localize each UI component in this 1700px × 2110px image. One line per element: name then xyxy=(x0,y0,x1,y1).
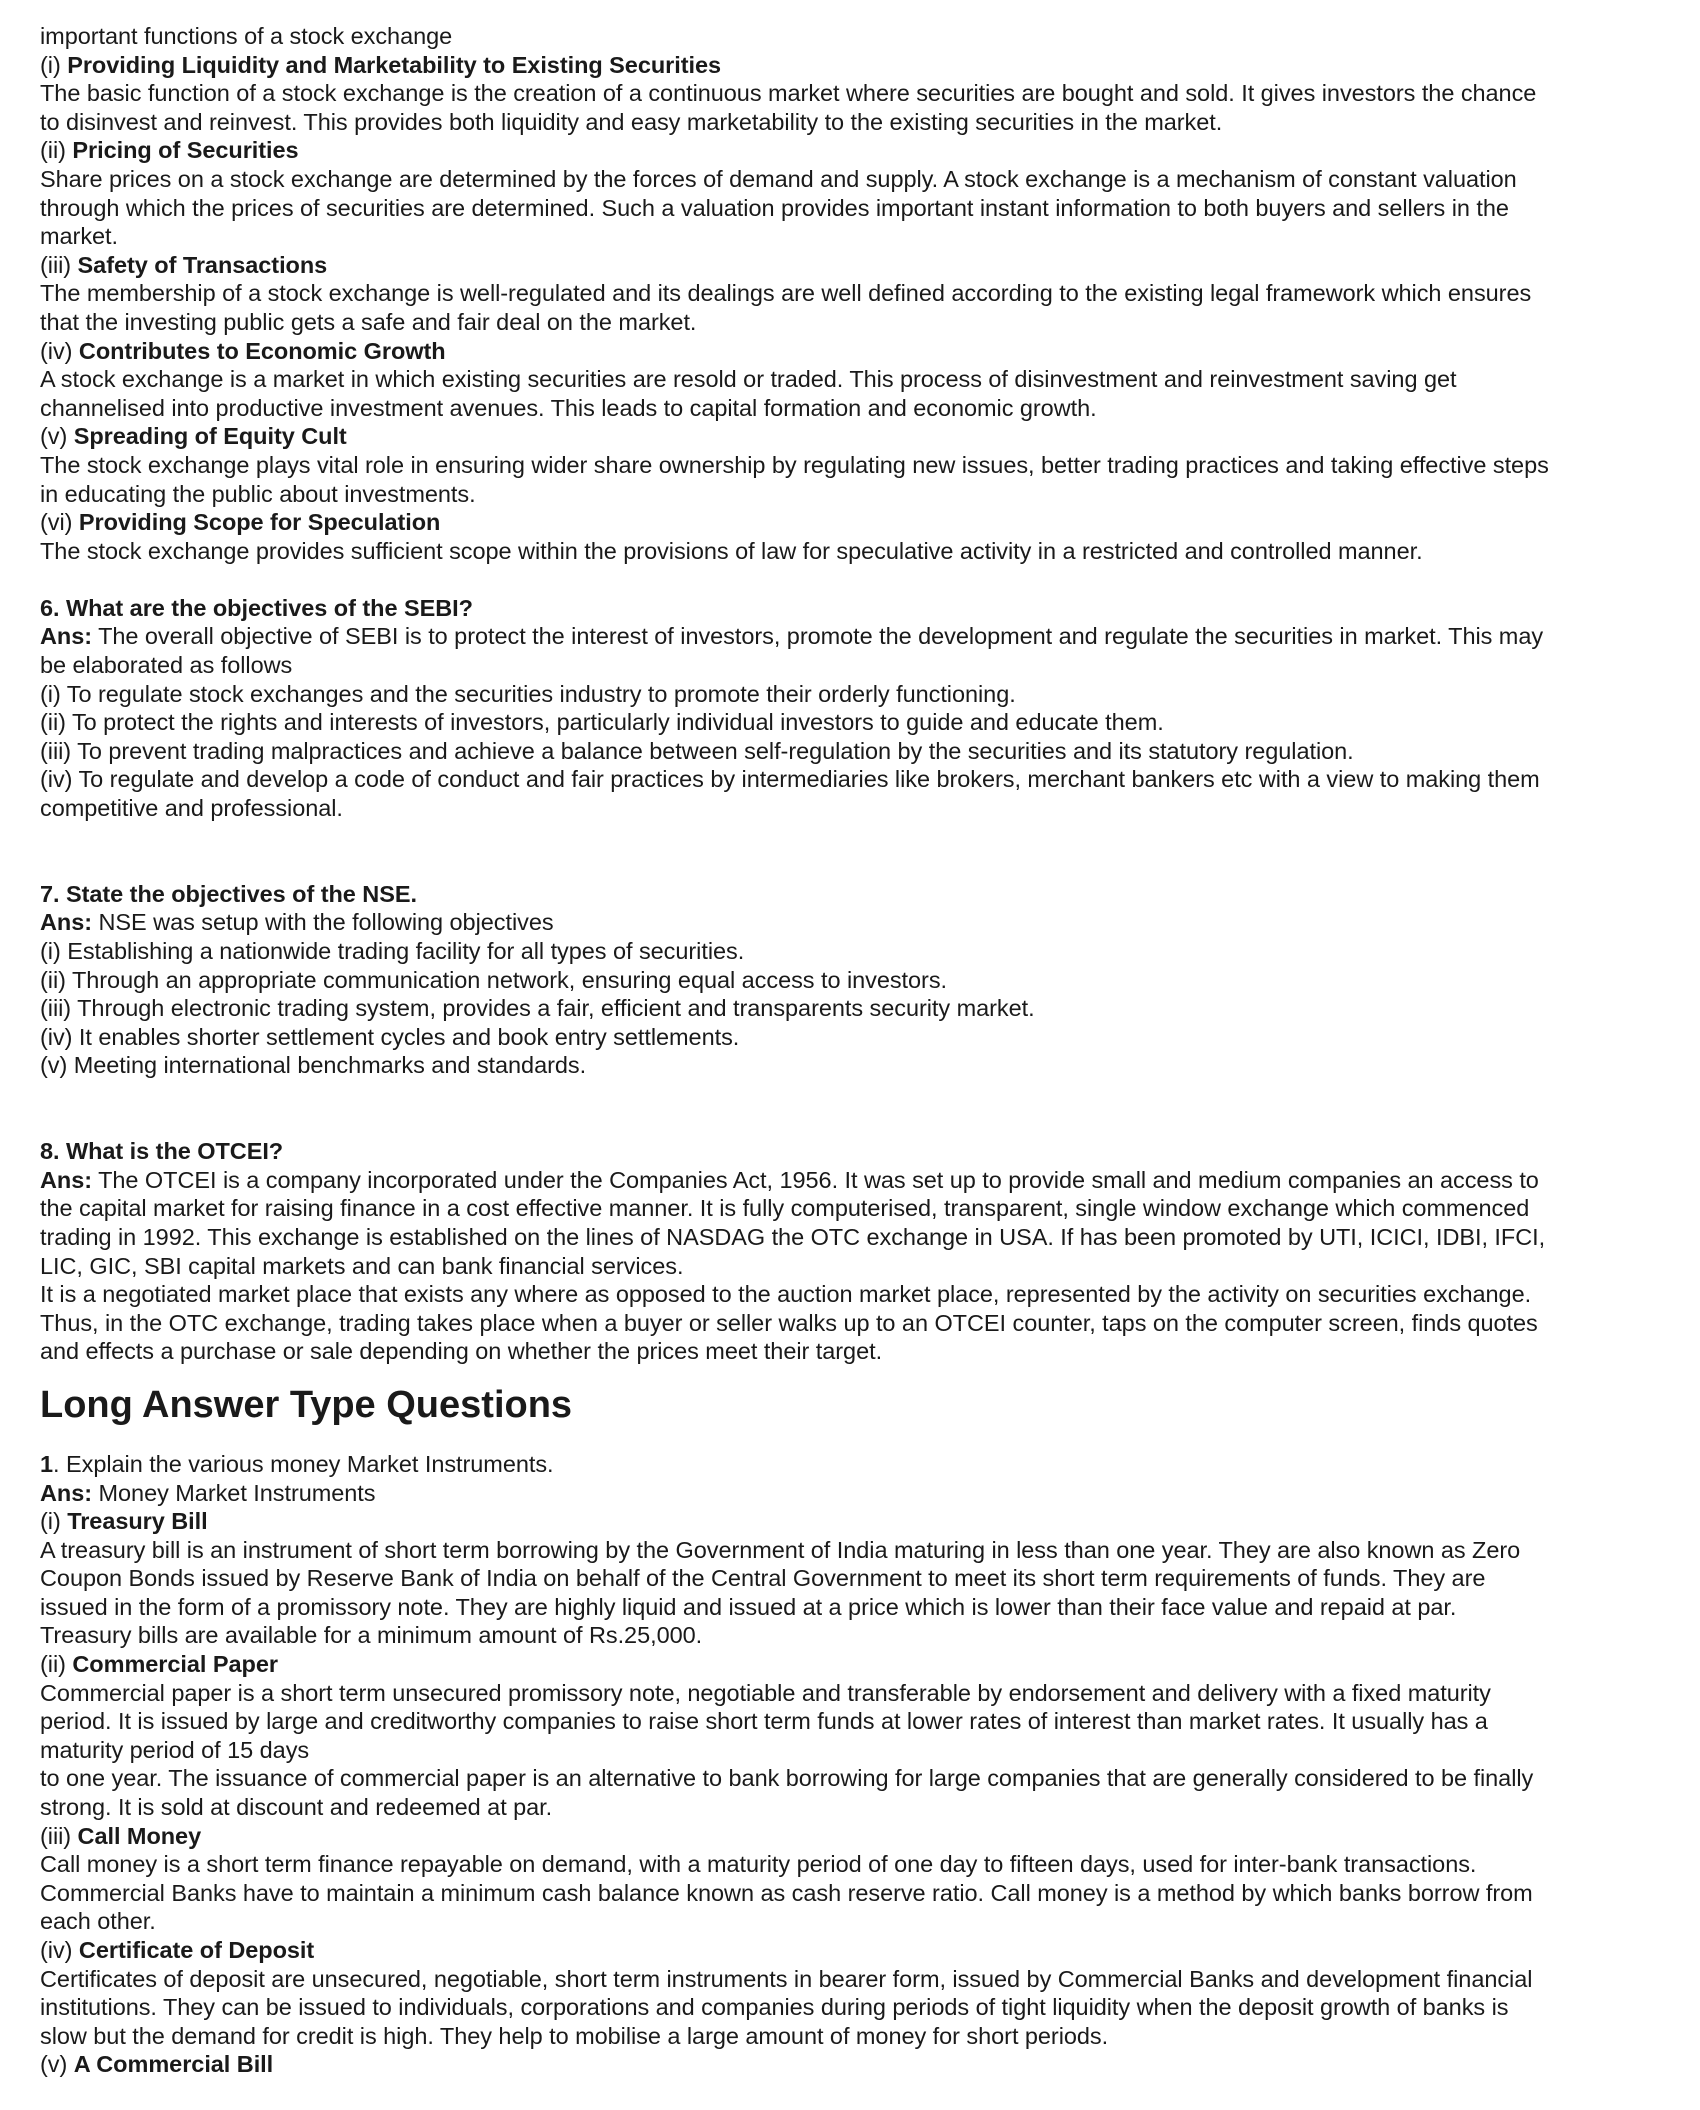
spacer xyxy=(40,1080,1660,1109)
instrument-title: Treasury Bill xyxy=(67,1508,208,1535)
question-8 xyxy=(40,1137,1660,1366)
answer-label: Ans: xyxy=(40,1479,93,1506)
function-title: Providing Liquidity and Marketability to Existing Securities xyxy=(67,51,722,78)
answer-text: trading in 1992. This exchange is established on the lines of NASDAG the OTC exchange in USA. If has been promoted by UTI, ICICI, IDBI, IFCI, xyxy=(40,1223,1546,1250)
instrument-number: (iii) xyxy=(40,1822,78,1849)
function-title: Spreading of Equity Cult xyxy=(73,423,347,450)
question-number: 1 xyxy=(40,1450,54,1477)
instrument-heading xyxy=(40,2050,1660,2079)
instrument-body-line: A treasury bill is an instrument of short term borrowing by the Government of India maturing in less than one year. They are also known as Zero xyxy=(40,1536,1521,1563)
question-7 xyxy=(40,880,1660,1080)
section-heading: Long Answer Type Questions xyxy=(40,1383,573,1426)
functions-list xyxy=(40,51,1660,566)
function-title: Pricing of Securities xyxy=(72,137,299,164)
instrument-title: Call Money xyxy=(77,1822,202,1849)
question-6 xyxy=(40,594,1660,823)
instruments-list xyxy=(40,1507,1660,2079)
function-body-line: The basic function of a stock exchange is the creation of a continuous market where securities are bought and sold. It gives investors the chance xyxy=(40,80,1537,107)
answer-text: the capital market for raising finance in a cost effective manner. It is fully computerised, transparent, single window exchange which commenced xyxy=(40,1195,1530,1222)
instrument-body-line: Commercial paper is a short term unsecured promissory note, negotiable and transferable by endorsement and delivery with a fixed maturity xyxy=(40,1679,1491,1706)
spacer xyxy=(40,1109,1660,1138)
instrument-heading xyxy=(40,1822,1660,1851)
instrument-body-line: strong. It is sold at discount and redeemed at par. xyxy=(40,1794,553,1821)
point: (v) Meeting international benchmarks and standards. xyxy=(40,1052,587,1079)
instrument-title: Certificate of Deposit xyxy=(78,1937,315,1963)
function-body-line: The stock exchange provides sufficient scope within the provisions of law for speculative activity in a restricted and controlled manner. xyxy=(40,537,1423,564)
function-body-line: through which the prices of securities are determined. Such a valuation provides important instant information to both buyers and sellers in the xyxy=(40,194,1509,221)
function-number: (iii) xyxy=(40,251,78,278)
point: (iii) Through electronic trading system, provides a fair, efficient and transparents security market. xyxy=(40,995,1035,1022)
answer-label: Ans: xyxy=(40,623,93,650)
function-heading xyxy=(40,51,1660,80)
question-6-title: 6. What are the objectives of the SEBI? xyxy=(40,594,473,621)
function-body-line: market. xyxy=(40,223,118,250)
answer-text: The OTCEI is a company incorporated under the Companies Act, 1956. It was set up to provide small and medium companies an access to xyxy=(92,1166,1539,1193)
instrument-body-line: slow but the demand for credit is high. They help to mobilise a large amount of money for short periods. xyxy=(40,2022,1109,2049)
function-body-line: The membership of a stock exchange is well-regulated and its dealings are well defined according to the existing legal framework which ensures xyxy=(40,280,1532,307)
function-body-line: to disinvest and reinvest. This provides both liquidity and easy marketability to the existing securities in the market. xyxy=(40,108,1223,135)
instrument-heading xyxy=(40,1650,1660,1679)
function-title: Providing Scope for Speculation xyxy=(78,509,441,536)
point: (iv) To regulate and develop a code of conduct and fair practices by intermediaries like brokers, merchant bankers etc with a view to making them xyxy=(40,766,1540,793)
function-heading xyxy=(40,422,1660,451)
function-body-line: The stock exchange plays vital role in ensuring wider share ownership by regulating new issues, better trading practices and taking effective steps xyxy=(40,451,1549,478)
function-title: Safety of Transactions xyxy=(77,251,328,278)
spacer xyxy=(40,565,1660,594)
instrument-number: (iv) xyxy=(40,1937,79,1963)
answer-text: and effects a purchase or sale depending on whether the prices meet their target. xyxy=(40,1338,883,1365)
point: (iv) It enables shorter settlement cycles and book entry settlements. xyxy=(40,1023,740,1050)
point: competitive and professional. xyxy=(40,795,343,822)
long-question-1 xyxy=(40,1450,1660,2079)
function-title: Contributes to Economic Growth xyxy=(78,337,446,364)
function-number: (v) xyxy=(40,423,74,450)
point: (ii) Through an appropriate communication network, ensuring equal access to investors. xyxy=(40,966,948,993)
function-heading xyxy=(40,251,1660,280)
question-7-title: 7. State the objectives of the NSE. xyxy=(40,880,417,907)
function-body-line: channelised into productive investment avenues. This leads to capital formation and economic growth. xyxy=(40,394,1097,421)
instrument-body-line: Call money is a short term finance repayable on demand, with a maturity period of one day to fifteen days, used for inter-bank transactions. xyxy=(40,1851,1477,1878)
point: (iii) To prevent trading malpractices and achieve a balance between self-regulation by the securities and its statutory regulation. xyxy=(40,737,1354,764)
function-number: (i) xyxy=(40,51,68,78)
point: (i) Establishing a nationwide trading facility for all types of securities. xyxy=(40,938,745,964)
spacer xyxy=(40,823,1660,852)
answer-text: be elaborated as follows xyxy=(40,652,293,679)
point: (ii) To protect the rights and interests of investors, particularly individual investors to guide and educate them. xyxy=(40,709,1164,736)
answer-text: The overall objective of SEBI is to protect the interest of investors, promote the development and regulate the securities in market. This may xyxy=(92,623,1544,650)
instrument-body-line: to one year. The issuance of commercial paper is an alternative to bank borrowing for large companies that are generally considered to be finally xyxy=(40,1765,1534,1792)
function-body-line: Share prices on a stock exchange are determined by the forces of demand and supply. A stock exchange is a mechanism of constant valuation xyxy=(40,165,1517,192)
intro-text: important functions of a stock exchange xyxy=(40,23,453,49)
instrument-body-line: Commercial Banks have to maintain a minimum cash balance known as cash reserve ratio. Call money is a method by which banks borrow from xyxy=(40,1879,1533,1906)
instrument-body-line: each other. xyxy=(40,1908,156,1935)
function-body-line: that the investing public gets a safe and fair deal on the market. xyxy=(40,308,697,335)
answer-label: Ans: xyxy=(40,1166,93,1193)
function-number: (ii) xyxy=(40,137,73,164)
point: (i) To regulate stock exchanges and the securities industry to promote their orderly functioning. xyxy=(40,680,1016,707)
instrument-body-line: issued in the form of a promissory note. They are highly liquid and issued at a price which is lower than their face value and repaid at par. xyxy=(40,1593,1457,1620)
instrument-title: A Commercial Bill xyxy=(73,2051,274,2078)
instrument-number: (i) xyxy=(40,1508,68,1535)
instrument-body-line: maturity period of 15 days xyxy=(40,1736,310,1763)
answer-text: NSE was setup with the following objectives xyxy=(92,909,554,936)
instrument-number: (v) xyxy=(40,2051,74,2078)
answer-text: It is a negotiated market place that exists any where as opposed to the auction market place, represented by the activity on securities exchange. xyxy=(40,1281,1532,1308)
function-heading xyxy=(40,136,1660,165)
function-heading xyxy=(40,337,1660,366)
instrument-body-line: Coupon Bonds issued by Reserve Bank of India on behalf of the Central Government to meet its short term requirements of funds. They are xyxy=(40,1565,1486,1592)
answer-text: Money Market Instruments xyxy=(92,1479,376,1506)
instrument-body-line: period. It is issued by large and creditworthy companies to raise short term funds at lower rates of interest than market rates. It usually has a xyxy=(40,1708,1488,1735)
answer-text: Thus, in the OTC exchange, trading takes place when a buyer or seller walks up to an OTCEI counter, taps on the computer screen, finds quotes xyxy=(40,1309,1538,1336)
instrument-title: Commercial Paper xyxy=(72,1651,278,1678)
instrument-number: (ii) xyxy=(40,1651,73,1678)
function-heading xyxy=(40,508,1660,537)
question-text: . Explain the various money Market Instruments. xyxy=(53,1450,554,1477)
answer-label: Ans: xyxy=(40,909,93,936)
spacer xyxy=(40,851,1660,880)
function-body-line: in educating the public about investments. xyxy=(40,480,476,507)
instrument-body-line: Certificates of deposit are unsecured, negotiable, short term instruments in bearer form, issued by Commercial Banks and development financial xyxy=(40,1965,1533,1992)
question-8-title: 8. What is the OTCEI? xyxy=(40,1138,284,1165)
instrument-body-line: Treasury bills are available for a minimum amount of Rs.25,000. xyxy=(40,1622,703,1649)
instrument-heading xyxy=(40,1936,1660,1965)
function-number: (iv) xyxy=(40,337,79,364)
instrument-heading xyxy=(40,1507,1660,1536)
answer-text: LIC, GIC, SBI capital markets and can bank financial services. xyxy=(40,1252,684,1279)
instrument-body-line: institutions. They can be issued to individuals, corporations and companies during periods of tight liquidity when the deposit growth of banks is xyxy=(40,1994,1509,2021)
function-body-line: A stock exchange is a market in which existing securities are resold or traded. This process of disinvestment and reinvestment saving get xyxy=(40,366,1457,393)
function-number: (vi) xyxy=(40,509,79,536)
